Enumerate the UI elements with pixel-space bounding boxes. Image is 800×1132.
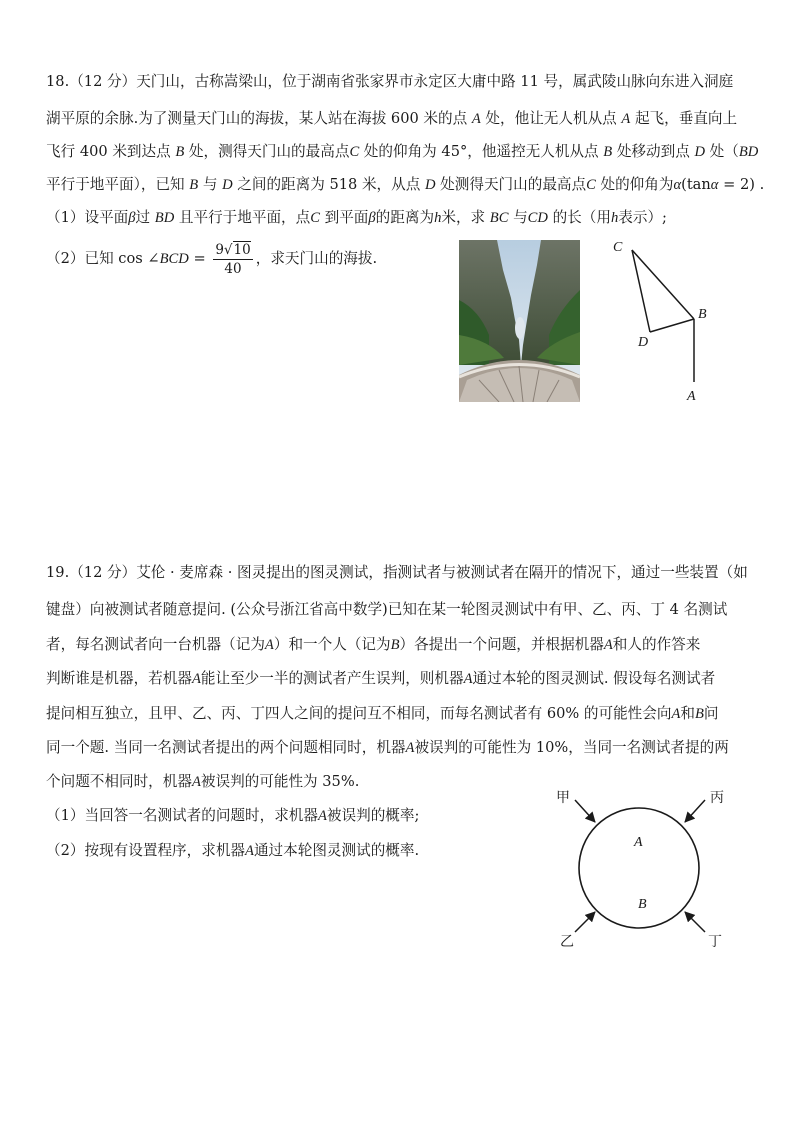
q19-line-2: 键盘）向被测试者随意提问. (公众号浙江省高中数学)已知在某一轮图灵测试中有甲、乙、丙、丁 4 名测试 — [46, 601, 728, 618]
label-bing: 丙 — [710, 790, 724, 806]
q18-part-2: （2）已知 cos ∠BCD = $\frac{9√10}{40}$ ，求天门山的海拔. — [46, 241, 378, 277]
q19-line-3: 者，每名测试者向一台机器（记为A）和一个人（记为B）各提出一个问题，并根据机器A和人的作答来 — [46, 636, 701, 653]
label-b: B — [698, 307, 707, 322]
q19-line-5: 提问相互独立，且甲、乙、丙、丁四人之间的提问互不相同，而每名测试者有 60% 的可能性会向A和B问 — [46, 705, 719, 722]
q19-line-6: 同一个题. 当同一名测试者提出的两个问题相同时，机器A被误判的可能性为 10%，当同一名测试者提的两 — [46, 739, 729, 756]
edge-cb — [632, 250, 694, 319]
q18-line-2: 湖平原的余脉.为了测量天门山的海拔，某人站在海拔 600 米的点 A 处，他让无人机从点 A 起飞，垂直向上 — [46, 110, 738, 127]
q19-turing-figure — [550, 780, 740, 955]
q18-line-3: 飞行 400 米到达点 B 处，测得天门山的最高点C 处的仰角为 45°，他遥控无人机从点 B 处移动到点 D 处（BD — [46, 143, 759, 160]
label-person-b: B — [638, 897, 647, 912]
arrow-bing — [685, 800, 705, 822]
q18-line-4: 平行于地平面），已知 B 与 D 之间的距离为 518 米，从点 D 处测得天门山的最高点C 处的仰角为α(tanα = 2) . — [46, 176, 765, 193]
arrow-ding — [685, 912, 705, 932]
label-c: C — [613, 240, 623, 255]
q19-line-1: 19.（12 分）艾伦 · 麦席森 · 图灵提出的图灵测试，指测试者与被测试者在隔开的情况下，通过一些装置（如 — [46, 564, 748, 581]
q19-line-7: 个问题不相同时，机器A被误判的可能性为 35%. — [46, 773, 360, 790]
cos-fraction: $\frac{9√10}{40}$ — [215, 241, 251, 277]
label-machine-a: A — [634, 835, 643, 850]
q18-part-1: （1）设平面β过 BD 且平行于地平面，点C 到平面β的距离为h米，求 BC 与CD 的长（用h表示）; — [46, 209, 667, 226]
q19-part-1: （1）当回答一名测试者的问题时，求机器A被误判的概率; — [46, 807, 420, 824]
q19-line-4: 判断谁是机器，若机器A能让至少一半的测试者产生误判，则机器A通过本轮的图灵测试. 假设每名测试者 — [46, 670, 716, 687]
edge-cd — [632, 250, 650, 332]
tianmen-mountain-photo — [459, 240, 580, 402]
label-ding: 丁 — [708, 934, 722, 950]
q18-geometry-figure — [610, 236, 720, 406]
edge-db — [650, 319, 694, 332]
label-jia: 甲 — [556, 790, 570, 806]
label-d: D — [638, 335, 649, 350]
q19-part-2: （2）按现有设置程序，求机器A通过本轮图灵测试的概率. — [46, 842, 420, 859]
arrow-jia — [575, 800, 595, 822]
label-a: A — [687, 389, 696, 404]
arrow-yi — [575, 912, 595, 932]
label-yi: 乙 — [560, 934, 574, 950]
q18-line-1: 18.（12 分）天门山，古称嵩梁山，位于湖南省张家界市永定区大庸中路 11 号，属武陵山脉向东进入洞庭 — [46, 73, 734, 90]
